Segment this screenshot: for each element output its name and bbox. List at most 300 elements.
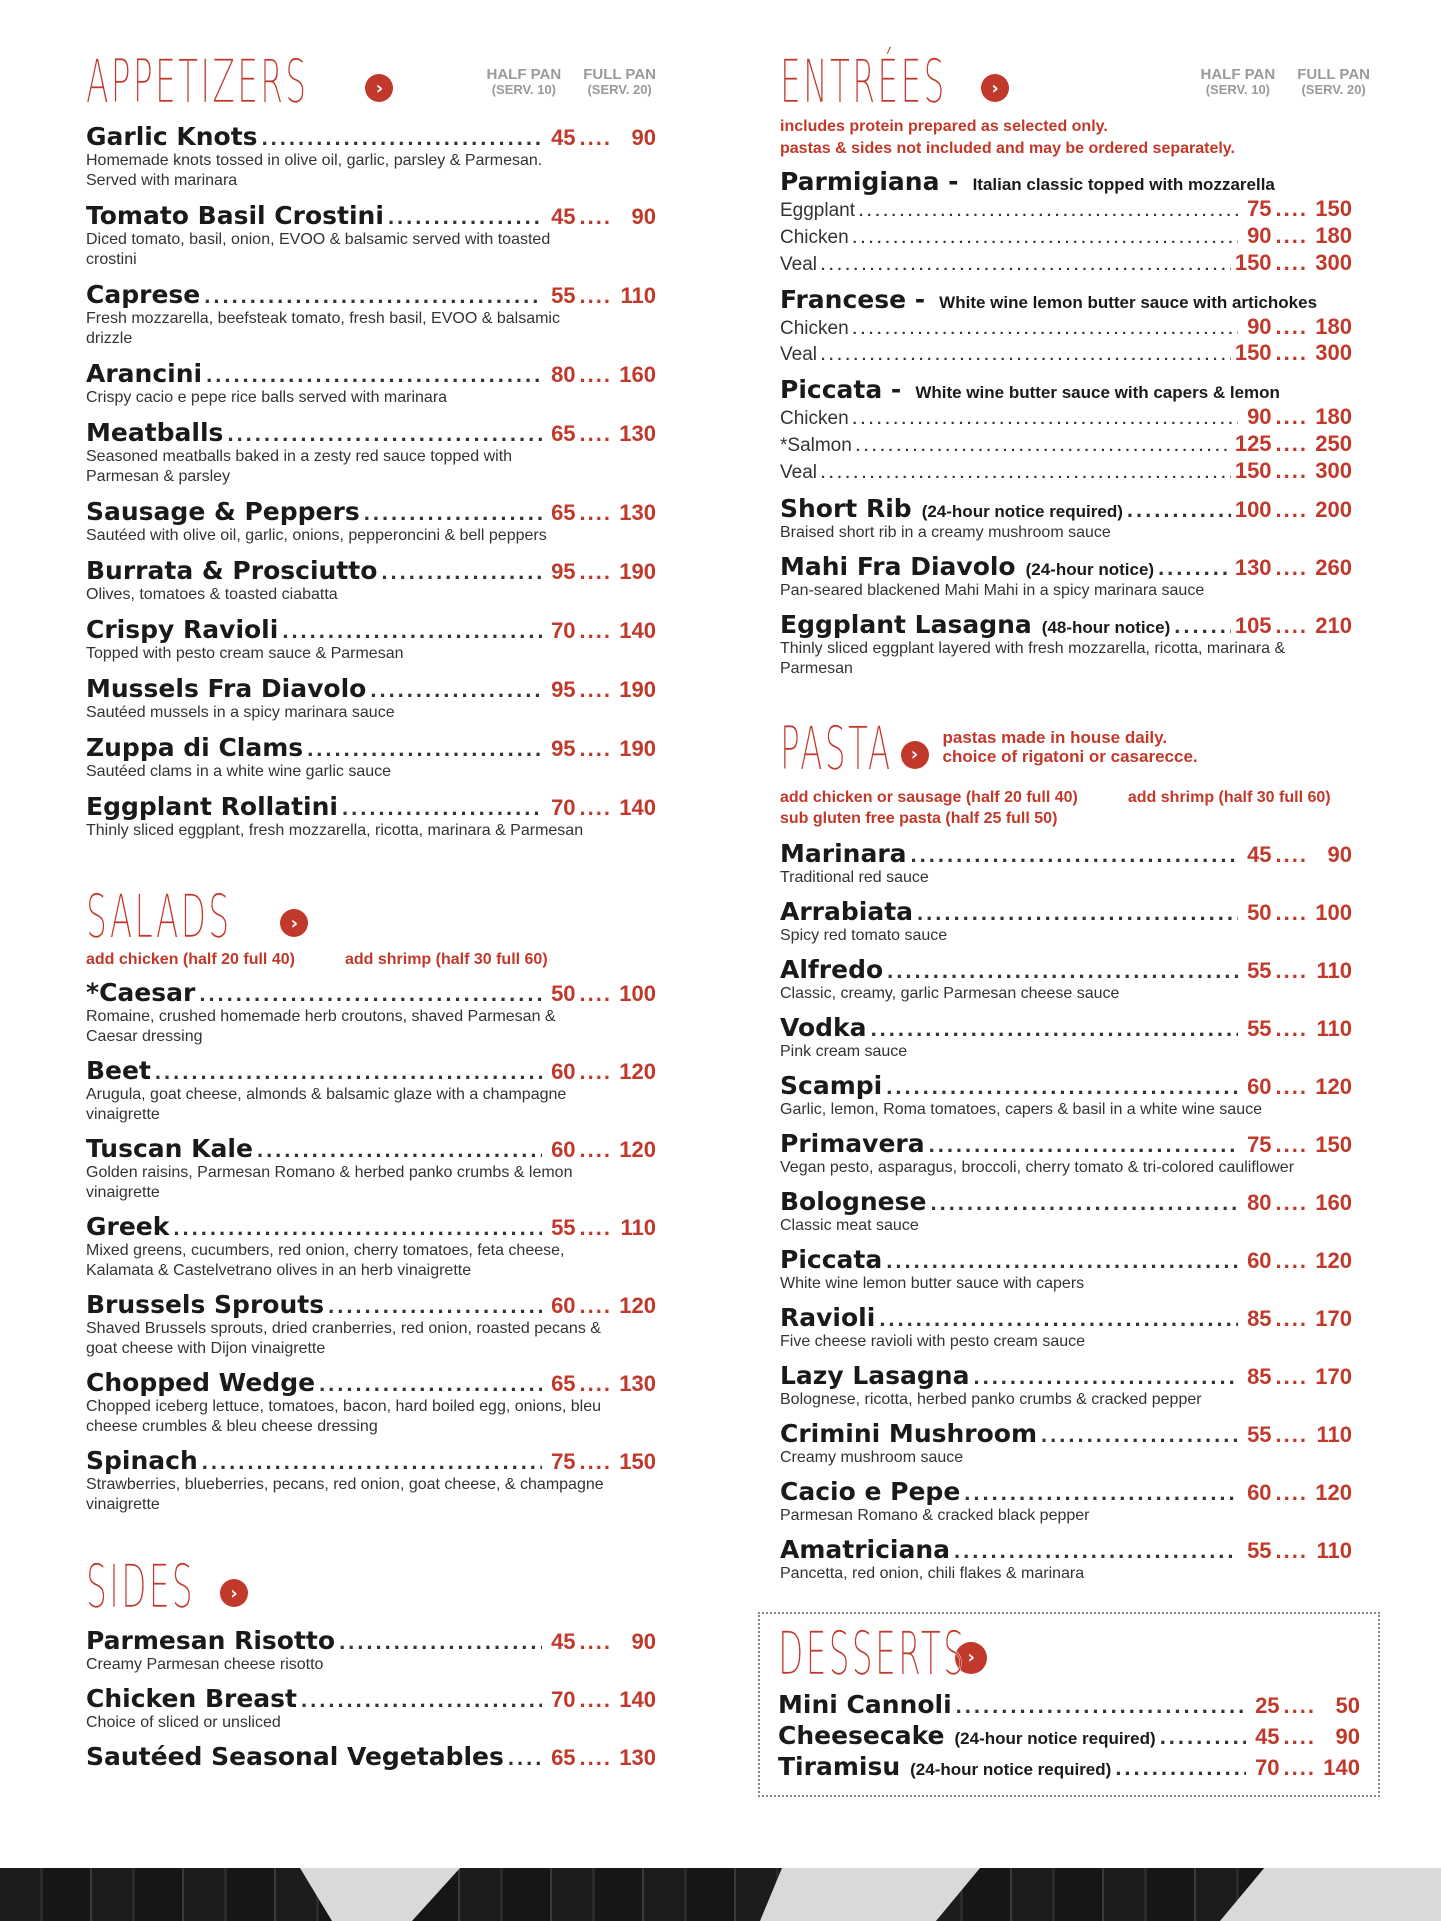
- price-separator: ....: [1275, 1073, 1308, 1099]
- price-separator: ....: [1275, 957, 1308, 983]
- chevron-right-icon: ›: [981, 74, 1009, 102]
- menu-item-name: Chopped Wedge: [86, 1368, 316, 1397]
- half-pan-price: 80: [1247, 1189, 1272, 1215]
- price: [546, 1449, 656, 1475]
- desserts-box: [758, 1612, 1380, 1797]
- price: [546, 559, 656, 585]
- menu-item-name: Beet: [86, 1056, 151, 1085]
- menu-item-description: Garlic, lemon, Roma tomatoes, capers & basil in a white wine sauce: [780, 1100, 1262, 1118]
- entree-protein-row: [780, 196, 1352, 223]
- leader-dots: [930, 1190, 1237, 1216]
- salads-addons: [86, 951, 656, 969]
- half-pan-price: 130: [1234, 554, 1272, 580]
- menu-item-name: Short Rib: [780, 493, 912, 523]
- half-pan-price: 70: [551, 618, 576, 643]
- price-separator: ....: [579, 421, 612, 446]
- entree-group: [780, 285, 1352, 368]
- menu-item-row: [86, 792, 656, 821]
- full-pan-price: 170: [1315, 1305, 1352, 1331]
- price-separator: ....: [579, 1687, 612, 1712]
- leader-dots: [155, 1059, 542, 1085]
- menu-item-description: Crispy cacio e pepe rice balls served with marinara: [86, 389, 448, 406]
- menu-item: [780, 1419, 1352, 1468]
- menu-item-name: Zuppa di Clams: [86, 733, 304, 762]
- entree-group-name: Piccata -: [780, 375, 902, 405]
- half-pan-price: 45: [1255, 1723, 1280, 1749]
- menu-item-row: [86, 733, 656, 762]
- menu-item-note: (24-hour notice required): [910, 1759, 1112, 1779]
- menu-item-row: [780, 1013, 1352, 1042]
- menu-item: [86, 1290, 656, 1359]
- full-pan-price: 160: [619, 362, 656, 387]
- half-pan-price: 105: [1234, 612, 1272, 638]
- price: [1235, 458, 1352, 484]
- pasta-addon-gluten-free: sub gluten free pasta (half 25 full 50): [780, 810, 1058, 828]
- sides-list: [86, 1626, 656, 1771]
- menu-item-name: Piccata: [780, 1244, 883, 1274]
- menu-item-name: Spinach: [86, 1446, 198, 1475]
- menu-item-name: Meatballs: [86, 418, 224, 447]
- entree-protein-row: [780, 458, 1352, 485]
- menu-item-description: Mixed greens, cucumbers, red onion, cherry tomatoes, feta cheese, Kalamata & Castelvetrano olives in an herb vinaigrette: [86, 1242, 565, 1279]
- half-pan-price: 65: [551, 1745, 576, 1770]
- full-pan-price: 110: [620, 1215, 656, 1240]
- full-pan-serving: (SERV. 20): [1301, 82, 1366, 98]
- full-pan-price: 190: [619, 677, 656, 702]
- price: [546, 125, 656, 151]
- menu-item-description: Sautéed mussels in a spicy marinara sauce: [86, 704, 395, 721]
- menu-item-description: Classic meat sauce: [780, 1216, 919, 1234]
- full-pan-price: 170: [1315, 1363, 1352, 1389]
- menu-item: [86, 615, 656, 664]
- full-pan-price: 100: [1315, 899, 1352, 925]
- half-pan-serving: (SERV. 10): [491, 82, 557, 98]
- sides-title: SIDES: [86, 1552, 195, 1622]
- half-pan-price: 70: [1255, 1754, 1280, 1780]
- price: [546, 1371, 656, 1397]
- full-pan-price: 130: [619, 1371, 656, 1396]
- menu-item-name: Brussels Sprouts: [86, 1290, 325, 1319]
- menu-item-row: [86, 1134, 656, 1163]
- half-pan-price: 65: [551, 421, 576, 446]
- salads-list: [86, 978, 656, 1515]
- menu-item: [780, 1535, 1352, 1584]
- full-pan-price: 190: [619, 559, 656, 584]
- half-pan-price: 60: [1247, 1247, 1272, 1273]
- full-pan-price: 140: [1323, 1754, 1360, 1780]
- half-pan-price: 60: [1247, 1479, 1272, 1505]
- menu-item-description: Diced tomato, basil, onion, EVOO & balsamic served with toasted crostini: [86, 231, 551, 268]
- leader-dots: [282, 618, 541, 644]
- menu-item-row: [780, 1419, 1352, 1448]
- leader-dots: [821, 347, 1231, 365]
- menu-item: [86, 280, 656, 349]
- menu-item-description: Five cheese ravioli with pesto cream sauce: [780, 1332, 1086, 1350]
- price-separator: ....: [579, 618, 612, 643]
- full-pan-price: 150: [619, 1449, 656, 1474]
- half-pan-price: 45: [1247, 841, 1272, 867]
- wood-background-strip: [0, 1868, 1441, 1921]
- half-pan-price: 25: [1255, 1692, 1280, 1718]
- menu-item: [86, 359, 656, 408]
- chevron-right-icon: ›: [280, 909, 308, 937]
- full-pan-label: FULL PAN: [583, 66, 656, 83]
- half-pan-price: 55: [1247, 1015, 1272, 1041]
- leader-dots: [301, 1687, 542, 1713]
- entrees-note-1: includes protein prepared as selected only.: [780, 118, 1108, 135]
- entrees-title: ENTRÉES: [780, 47, 947, 117]
- menu-item: [780, 955, 1352, 1004]
- chevron-right-icon: ›: [365, 74, 393, 102]
- menu-item: [780, 1013, 1352, 1062]
- menu-item-row: [780, 494, 1352, 523]
- menu-item-name: Mini Cannoli: [778, 1689, 952, 1719]
- menu-item: [780, 1071, 1352, 1120]
- menu-item-row: [86, 556, 656, 585]
- menu-item-row: [86, 1446, 656, 1475]
- menu-item-description: Fresh mozzarella, beefsteak tomato, fresh basil, EVOO & balsamic drizzle: [86, 310, 560, 347]
- menu-item-name: Burrata & Prosciutto: [86, 556, 378, 585]
- menu-item: [86, 1368, 656, 1437]
- price-separator: ....: [579, 1059, 612, 1084]
- leader-dots: [328, 1293, 541, 1319]
- leader-dots: [911, 842, 1238, 868]
- entree-group-description: Italian classic topped with mozzarella: [972, 175, 1275, 195]
- price: [1242, 1132, 1352, 1158]
- price: [1235, 555, 1352, 581]
- entrees-note-2: pastas & sides not included and may be ordered separately.: [780, 139, 1235, 157]
- price-separator: ....: [579, 125, 612, 150]
- menu-item-name: Eggplant Lasagna: [780, 609, 1032, 639]
- leader-dots: [853, 411, 1238, 429]
- entree-items: [780, 494, 1352, 679]
- menu-item-name: Garlic Knots: [86, 122, 258, 151]
- full-pan-price: 90: [631, 125, 656, 150]
- menu-item-name: Sausage & Peppers: [86, 497, 360, 526]
- half-pan-price: 85: [1247, 1305, 1272, 1331]
- price: [546, 618, 656, 644]
- price-separator: ....: [1275, 1537, 1308, 1563]
- pasta-addon-shrimp: add shrimp (half 30 full 60): [1127, 788, 1331, 806]
- price: [1242, 1016, 1352, 1042]
- leader-dots: [1127, 497, 1231, 523]
- menu-item-name: Marinara: [780, 838, 907, 868]
- price: [1242, 900, 1352, 926]
- menu-item-name: Caprese: [86, 280, 201, 309]
- menu-item-description: Vegan pesto, asparagus, broccoli, cherry tomato & tri-colored cauliflower: [780, 1158, 1295, 1176]
- menu-item-name: Arrabiata: [780, 896, 914, 926]
- half-pan-price: 55: [1247, 957, 1272, 983]
- menu-item: [86, 978, 656, 1047]
- leader-dots: [257, 1137, 542, 1163]
- menu-item-name: Cacio e Pepe: [780, 1476, 961, 1506]
- price: [1242, 314, 1352, 340]
- menu-item-row: [86, 497, 656, 526]
- pasta-list: [780, 839, 1352, 1584]
- price-separator: ....: [579, 981, 612, 1006]
- menu-item-row: [778, 1721, 1360, 1750]
- pasta-note-2: choice of rigatoni or casarecce.: [942, 746, 1198, 766]
- entree-protein-row: [780, 250, 1352, 277]
- full-pan-price: 90: [631, 1629, 656, 1654]
- menu-item: [86, 1446, 656, 1515]
- menu-item-row: [86, 674, 656, 703]
- menu-item: [778, 1690, 1360, 1719]
- right-column: [778, 47, 1380, 1797]
- half-pan-price: 45: [551, 204, 576, 229]
- menu-item: [86, 1212, 656, 1281]
- leader-dots: [929, 1132, 1238, 1158]
- menu-item-description: Braised short rib in a creamy mushroom sauce: [780, 523, 1111, 541]
- menu-item: [780, 552, 1352, 601]
- half-pan-price: 50: [1247, 899, 1272, 925]
- menu-item-description: Homemade knots tossed in olive oil, garlic, parsley & Parmesan. Served with marinara: [86, 152, 543, 189]
- half-pan-price: 55: [551, 283, 576, 308]
- desserts-list: [778, 1690, 1360, 1781]
- price: [1242, 1074, 1352, 1100]
- price: [1242, 842, 1352, 868]
- price-separator: ....: [579, 1745, 612, 1770]
- half-pan-price: 50: [551, 981, 576, 1006]
- price-separator: ....: [1275, 1479, 1308, 1505]
- menu-item: [86, 674, 656, 723]
- half-pan-price: 45: [551, 125, 576, 150]
- menu-item: [778, 1721, 1360, 1750]
- price-separator: ....: [1275, 1131, 1308, 1157]
- leader-dots: [954, 1538, 1238, 1564]
- salad-addon-shrimp: add shrimp (half 30 full 60): [344, 951, 548, 968]
- leader-dots: [964, 1480, 1237, 1506]
- price-separator: ....: [1275, 1015, 1308, 1041]
- full-pan-price: 160: [1315, 1189, 1352, 1215]
- price: [1235, 431, 1352, 457]
- full-pan-price: 200: [1315, 496, 1352, 522]
- leader-dots: [307, 736, 541, 762]
- menu-item-row: [86, 1742, 656, 1771]
- half-pan-price: 90: [1247, 404, 1272, 430]
- menu-item-name: Parmesan Risotto: [86, 1626, 336, 1655]
- leader-dots: [1041, 1422, 1238, 1448]
- price-separator: ....: [579, 283, 612, 308]
- leader-dots: [204, 283, 541, 309]
- menu-item-description: Olives, tomatoes & toasted ciabatta: [86, 586, 338, 603]
- protein-label: *Salmon: [780, 434, 852, 456]
- menu-item-name: Crispy Ravioli: [86, 615, 279, 644]
- menu-item-description: Arugula, goat cheese, almonds & balsamic glaze with a champagne vinaigrette: [86, 1086, 567, 1123]
- price-separator: ....: [1275, 1189, 1308, 1215]
- price-separator: ....: [1275, 340, 1308, 366]
- menu-item-name: Scampi: [780, 1070, 883, 1100]
- appetizers-list: [86, 122, 656, 841]
- price: [546, 1215, 656, 1241]
- price-separator: ....: [1275, 1247, 1308, 1273]
- entrees-note: [780, 116, 1380, 159]
- entree-protein-row: [780, 314, 1352, 341]
- menu-item-name: Vodka: [780, 1012, 867, 1042]
- menu-item: [778, 1752, 1360, 1781]
- price-separator: ....: [1275, 1363, 1308, 1389]
- price-separator: ....: [1275, 196, 1308, 222]
- menu-item-description: Chopped iceberg lettuce, tomatoes, bacon, hard boiled egg, onions, bleu cheese crumbles & bleu cheese dressing: [86, 1398, 602, 1435]
- menu-item-name: Primavera: [780, 1128, 925, 1158]
- price: [1242, 196, 1352, 222]
- menu-item-row: [86, 201, 656, 230]
- half-pan-price: 75: [551, 1449, 576, 1474]
- half-pan-price: 85: [1247, 1363, 1272, 1389]
- chevron-right-icon: ›: [955, 1642, 987, 1674]
- half-pan-price: 150: [1234, 249, 1272, 275]
- half-pan-price: 55: [1247, 1421, 1272, 1447]
- leader-dots: [1174, 613, 1231, 639]
- price-separator: ....: [579, 1449, 612, 1474]
- leader-dots: [227, 421, 541, 447]
- full-pan-price: 180: [1315, 404, 1352, 430]
- appetizers-title: APPETIZERS: [86, 47, 309, 117]
- menu-item-name: Ravioli: [780, 1302, 876, 1332]
- leader-dots: [262, 125, 542, 151]
- menu-item-row: [86, 1684, 656, 1713]
- half-pan-price: 95: [551, 736, 576, 761]
- menu-item-row: [86, 1290, 656, 1319]
- menu-item-description: Parmesan Romano & cracked black pepper: [780, 1506, 1090, 1524]
- price-separator: ....: [579, 1137, 612, 1162]
- full-pan-price: 90: [631, 204, 656, 229]
- price: [546, 362, 656, 388]
- price-separator: ....: [1275, 1305, 1308, 1331]
- price-separator: ....: [1283, 1723, 1316, 1749]
- menu-item-description: Traditional red sauce: [780, 868, 929, 886]
- menu-item-row: [780, 1535, 1352, 1564]
- menu-item-row: [86, 122, 656, 151]
- menu-item-row: [86, 418, 656, 447]
- leader-dots: [319, 1371, 541, 1397]
- price-separator: ....: [1275, 404, 1308, 430]
- menu-item: [780, 1129, 1352, 1178]
- price-separator: ....: [1275, 841, 1308, 867]
- sides-header: [86, 1552, 656, 1622]
- half-pan-price: 70: [551, 1687, 576, 1712]
- half-pan-price: 60: [1247, 1073, 1272, 1099]
- entree-protein-row: [780, 431, 1352, 458]
- menu-item-row: [780, 1245, 1352, 1274]
- menu-item: [86, 201, 656, 270]
- price: [546, 677, 656, 703]
- half-pan-label: HALF PAN: [486, 66, 562, 83]
- menu-item-row: [778, 1752, 1360, 1781]
- half-pan-price: 70: [551, 795, 576, 820]
- full-pan-price: 180: [1315, 313, 1352, 339]
- full-pan-price: 140: [619, 795, 656, 820]
- pasta-title: PASTA: [780, 713, 893, 784]
- menu-item-name: Sautéed Seasonal Vegetables: [86, 1742, 504, 1771]
- price-separator: ....: [579, 1629, 612, 1654]
- price-separator: ....: [1275, 430, 1308, 456]
- protein-label: Chicken: [780, 317, 849, 339]
- leader-dots: [1160, 1724, 1246, 1750]
- price: [1235, 340, 1352, 366]
- price: [546, 421, 656, 447]
- salad-addon-chicken: add chicken (half 20 full 40): [86, 951, 295, 968]
- full-pan-price: 120: [619, 1293, 656, 1318]
- menu-item-row: [86, 1056, 656, 1085]
- menu-item-description: Shaved Brussels sprouts, dried cranberries, red onion, roasted pecans & goat cheese with Dijon vinaigrette: [86, 1320, 601, 1357]
- menu-item-description: Romaine, crushed homemade herb croutons, shaved Parmesan & Caesar dressing: [86, 1008, 556, 1045]
- full-pan-price: 90: [1335, 1723, 1360, 1749]
- half-pan-price: 60: [551, 1137, 576, 1162]
- full-pan-price: 260: [1315, 554, 1352, 580]
- price-separator: ....: [1275, 249, 1308, 275]
- menu-item-row: [780, 955, 1352, 984]
- menu-item-description: Pan-seared blackened Mahi Mahi in a spicy marinara sauce: [780, 581, 1205, 599]
- menu-item: [780, 610, 1352, 679]
- entree-group-description: White wine lemon butter sauce with artichokes: [939, 292, 1318, 312]
- leader-dots: [853, 230, 1238, 248]
- menu-item-row: [86, 1368, 656, 1397]
- full-pan-price: 130: [619, 1745, 656, 1770]
- price-separator: ....: [1275, 554, 1308, 580]
- price-separator: ....: [579, 795, 612, 820]
- menu-item: [86, 122, 656, 191]
- half-pan-price: 45: [551, 1629, 576, 1654]
- full-pan-price: 120: [1315, 1247, 1352, 1273]
- price-separator: ....: [1275, 496, 1308, 522]
- full-pan-price: 250: [1315, 430, 1352, 456]
- full-pan-price: 110: [620, 283, 656, 308]
- leader-dots: [339, 1629, 541, 1655]
- menu-item: [86, 1056, 656, 1125]
- protein-label: Veal: [780, 253, 817, 275]
- half-pan-price: 55: [551, 1215, 576, 1240]
- entree-group: [780, 375, 1352, 484]
- full-pan-price: 110: [1316, 1421, 1352, 1447]
- price: [546, 1293, 656, 1319]
- protein-label: Chicken: [780, 408, 849, 430]
- menu-item-description: Thinly sliced eggplant, fresh mozzarella, ricotta, marinara & Parmesan: [86, 822, 584, 839]
- full-pan-price: 120: [1315, 1073, 1352, 1099]
- price: [546, 204, 656, 230]
- leader-dots: [856, 438, 1231, 456]
- price: [546, 1745, 656, 1771]
- menu-item-description: Seasoned meatballs baked in a zesty red sauce topped with Parmesan & parsley: [86, 448, 513, 485]
- full-pan-price: 210: [1315, 612, 1352, 638]
- salads-title: SALADS: [86, 882, 232, 952]
- price-separator: ....: [1275, 1421, 1308, 1447]
- protein-label: Veal: [780, 344, 817, 366]
- entree-groups: [780, 167, 1352, 484]
- entree-protein-row: [780, 340, 1352, 367]
- leader-dots: [381, 559, 541, 585]
- pasta-header: [780, 713, 1380, 784]
- pan-size-headers-right: [1201, 66, 1371, 98]
- price: [1242, 1306, 1352, 1332]
- menu-item-row: [780, 1071, 1352, 1100]
- desserts-header: [778, 1618, 1360, 1689]
- menu-item: [780, 494, 1352, 543]
- appetizers-header: [86, 47, 656, 117]
- menu-item-row: [780, 1129, 1352, 1158]
- price: [1242, 1364, 1352, 1390]
- half-pan-price: 80: [551, 362, 576, 387]
- menu-item-row: [86, 1212, 656, 1241]
- menu-item-row: [780, 552, 1352, 581]
- menu-item: [86, 556, 656, 605]
- menu-item-row: [780, 1187, 1352, 1216]
- price: [1242, 1538, 1352, 1564]
- leader-dots: [202, 1449, 542, 1475]
- protein-label: Chicken: [780, 226, 849, 248]
- price-separator: ....: [1275, 457, 1308, 483]
- menu-item-description: White wine lemon butter sauce with capers: [780, 1274, 1085, 1292]
